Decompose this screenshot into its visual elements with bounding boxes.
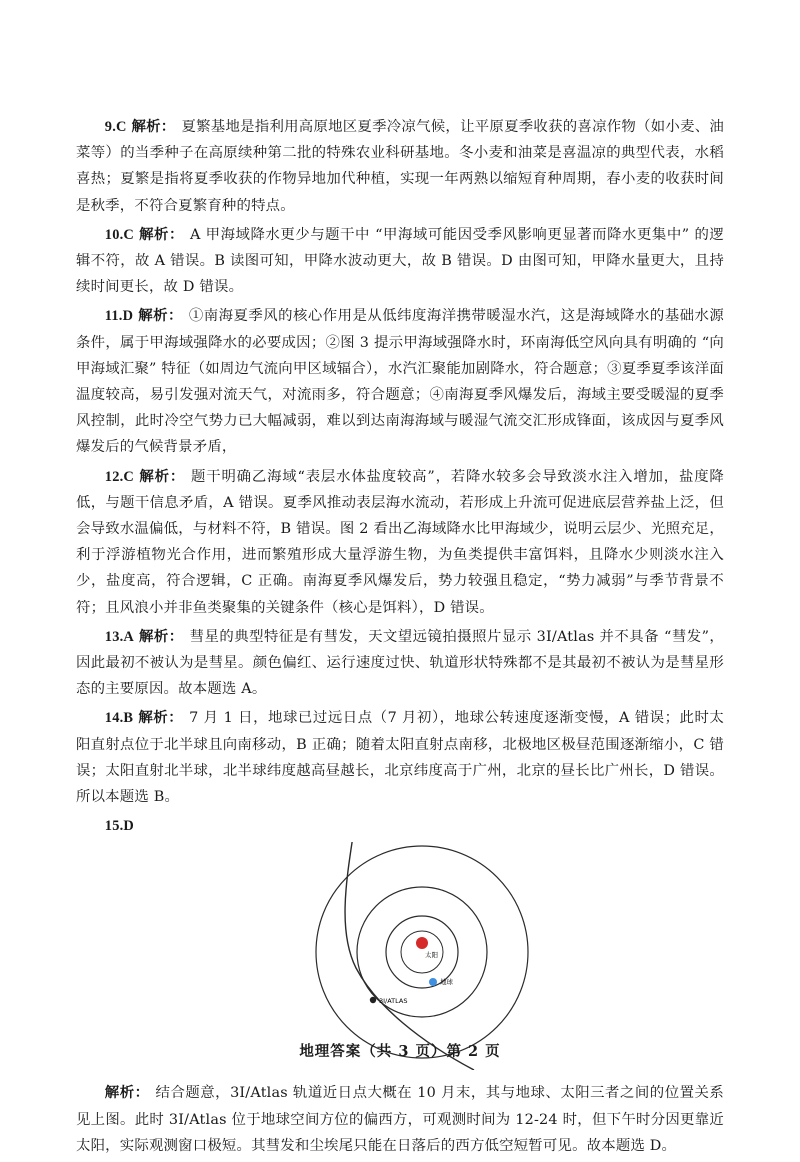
answer-number: 12.C	[104, 468, 134, 485]
answer-15-analysis	[76, 1080, 724, 1159]
comet-trajectory	[345, 842, 474, 1070]
answer-content	[76, 114, 724, 1162]
analysis-label: 解析：	[131, 118, 176, 135]
answer-text: 7 月 1 日，地球已过远日点（7 月初），地球公转速度逐渐变慢，A 错误；此时太阳直射点位于北半球且向南移动，B 正确；随着太阳直射点南移，北极地区极昼范围逐渐缩小，C 错误；太阳直射北半球，北半球纬度越高昼越长，北京纬度高于广州，北京的昼长比广州长，D 错误。所以本题选 B。	[76, 710, 724, 806]
answer-text: 彗星的典型特征是有彗发，天文望远镜拍摄照片显示 3I/Atlas 并不具备 “彗发”，因此最初不被认为是彗星。颜色偏红、运行速度过快、轨道形状特殊都不是其最初不被认为是彗星形态的主要原因。故本题选 A。	[76, 628, 725, 698]
answer-text: 题干明确乙海域“表层水体盐度较高”，若降水较多会导致淡水注入增加，盐度降低，与题干信息矛盾，A 错误。夏季风推动表层海水流动，若形成上升流可促进底层营养盐上泛，但会导致水温偏低，与材料不符，B 错误。图 2 看出乙海域降水比甲海域少，说明云层少、光照充足，利于浮游植物光合作用，进而繁殖形成大量浮游生物，为鱼类提供丰富饵料，且降水少则淡水注入少，盐度高，符合逻辑，C 正确。南海夏季风爆发后，势力较强且稳定，“势力减弱”与季节背景不符；且风浪小并非鱼类聚集的关键条件（核心是饵料），D 错误。	[76, 468, 724, 616]
answer-11	[76, 303, 724, 460]
answer-number: 14.B	[104, 710, 134, 727]
answer-number: 11.D	[104, 308, 134, 325]
orbit-diagram	[76, 842, 724, 1070]
answer-number: 13.A	[104, 628, 134, 645]
earth-icon	[429, 978, 437, 986]
page-footer: 地理答案（共 3 页）第 2 页	[299, 1043, 501, 1060]
comet-icon	[370, 997, 376, 1003]
sun-icon	[416, 937, 428, 949]
answer-number: 15.D	[104, 818, 134, 835]
answer-number: 9.C	[104, 119, 127, 135]
answer-text: ①南海夏季风的核心作用是从低纬度海洋携带暖湿水汽，这是海域降水的基础水源条件，属于甲海域强降水的必要成因；②图 3 提示甲海域强降水时，环南海低空风向具有明确的 “向甲海域汇聚” 特征（如周边气流向甲区域辐合），水汽汇聚能加剧降水，符合题意；③夏季夏季该洋面温度较高，易引发强对流天气，对流雨多，符合题意；④南海夏季风爆发后，海域主要受暖湿的夏季风控制，此时冷空气势力已大幅减弱，难以到达南海海域与暖湿气流交汇形成锋面，该成因与夏季风爆发后的气候背景矛盾，	[76, 308, 724, 456]
answer-12	[76, 464, 724, 621]
comet-label: 3I/ATLAS	[379, 997, 408, 1006]
answer-text: A 甲海域降水更少与题干中 “甲海域可能因受季风影响更显著而降水更集中” 的逻辑不符，故 A 错误。B 读图可知，甲降水波动更大，故 B 错误。D 由图可知，甲降水量更大，且持续时间更长，故 D 错误。	[76, 226, 724, 296]
analysis-label: 解析：	[138, 307, 183, 325]
analysis-label: 解析：	[138, 709, 184, 727]
answer-10	[76, 222, 724, 301]
answer-text: 结合题意，3I/Atlas 轨道近日点大概在 10 月末，其与地球、太阳三者之间的位置关系见上图。此时 3I/Atlas 位于地球空间方位的偏西方，可观测时间为 12-24 时，但下午时分因更靠近太阳，实际观测窗口极短。其彗发和尘埃尾只能在日落后的西方低空短暂可见。故本题选 D。	[76, 1085, 725, 1154]
analysis-label: 解析：	[139, 225, 184, 243]
analysis-label: 解析：	[104, 1084, 150, 1102]
answer-text: 夏繁基地是指利用高原地区夏季冷凉气候，让平原夏季收获的喜凉作物（如小麦、油菜等）的当季种子在高原续种第二批的特殊农业科研基地。冬小麦和油菜是喜温凉的典型代表，水稻喜热；夏繁是指将夏季收获的作物异地加代种植，实现一年两熟以缩短育种周期，春小麦的收获时间是秋季，不符合夏繁育种的特点。	[76, 119, 724, 214]
earth-label: 地球	[440, 978, 453, 987]
answer-13	[76, 624, 724, 703]
sun-label: 太阳	[425, 951, 438, 960]
orbit-diagram-svg	[76, 842, 724, 1070]
answer-14	[76, 705, 724, 810]
answer-9	[76, 114, 724, 219]
answer-15	[76, 813, 724, 839]
analysis-label: 解析：	[139, 467, 186, 485]
answer-number: 10.C	[104, 226, 134, 243]
analysis-label: 解析：	[139, 627, 184, 645]
